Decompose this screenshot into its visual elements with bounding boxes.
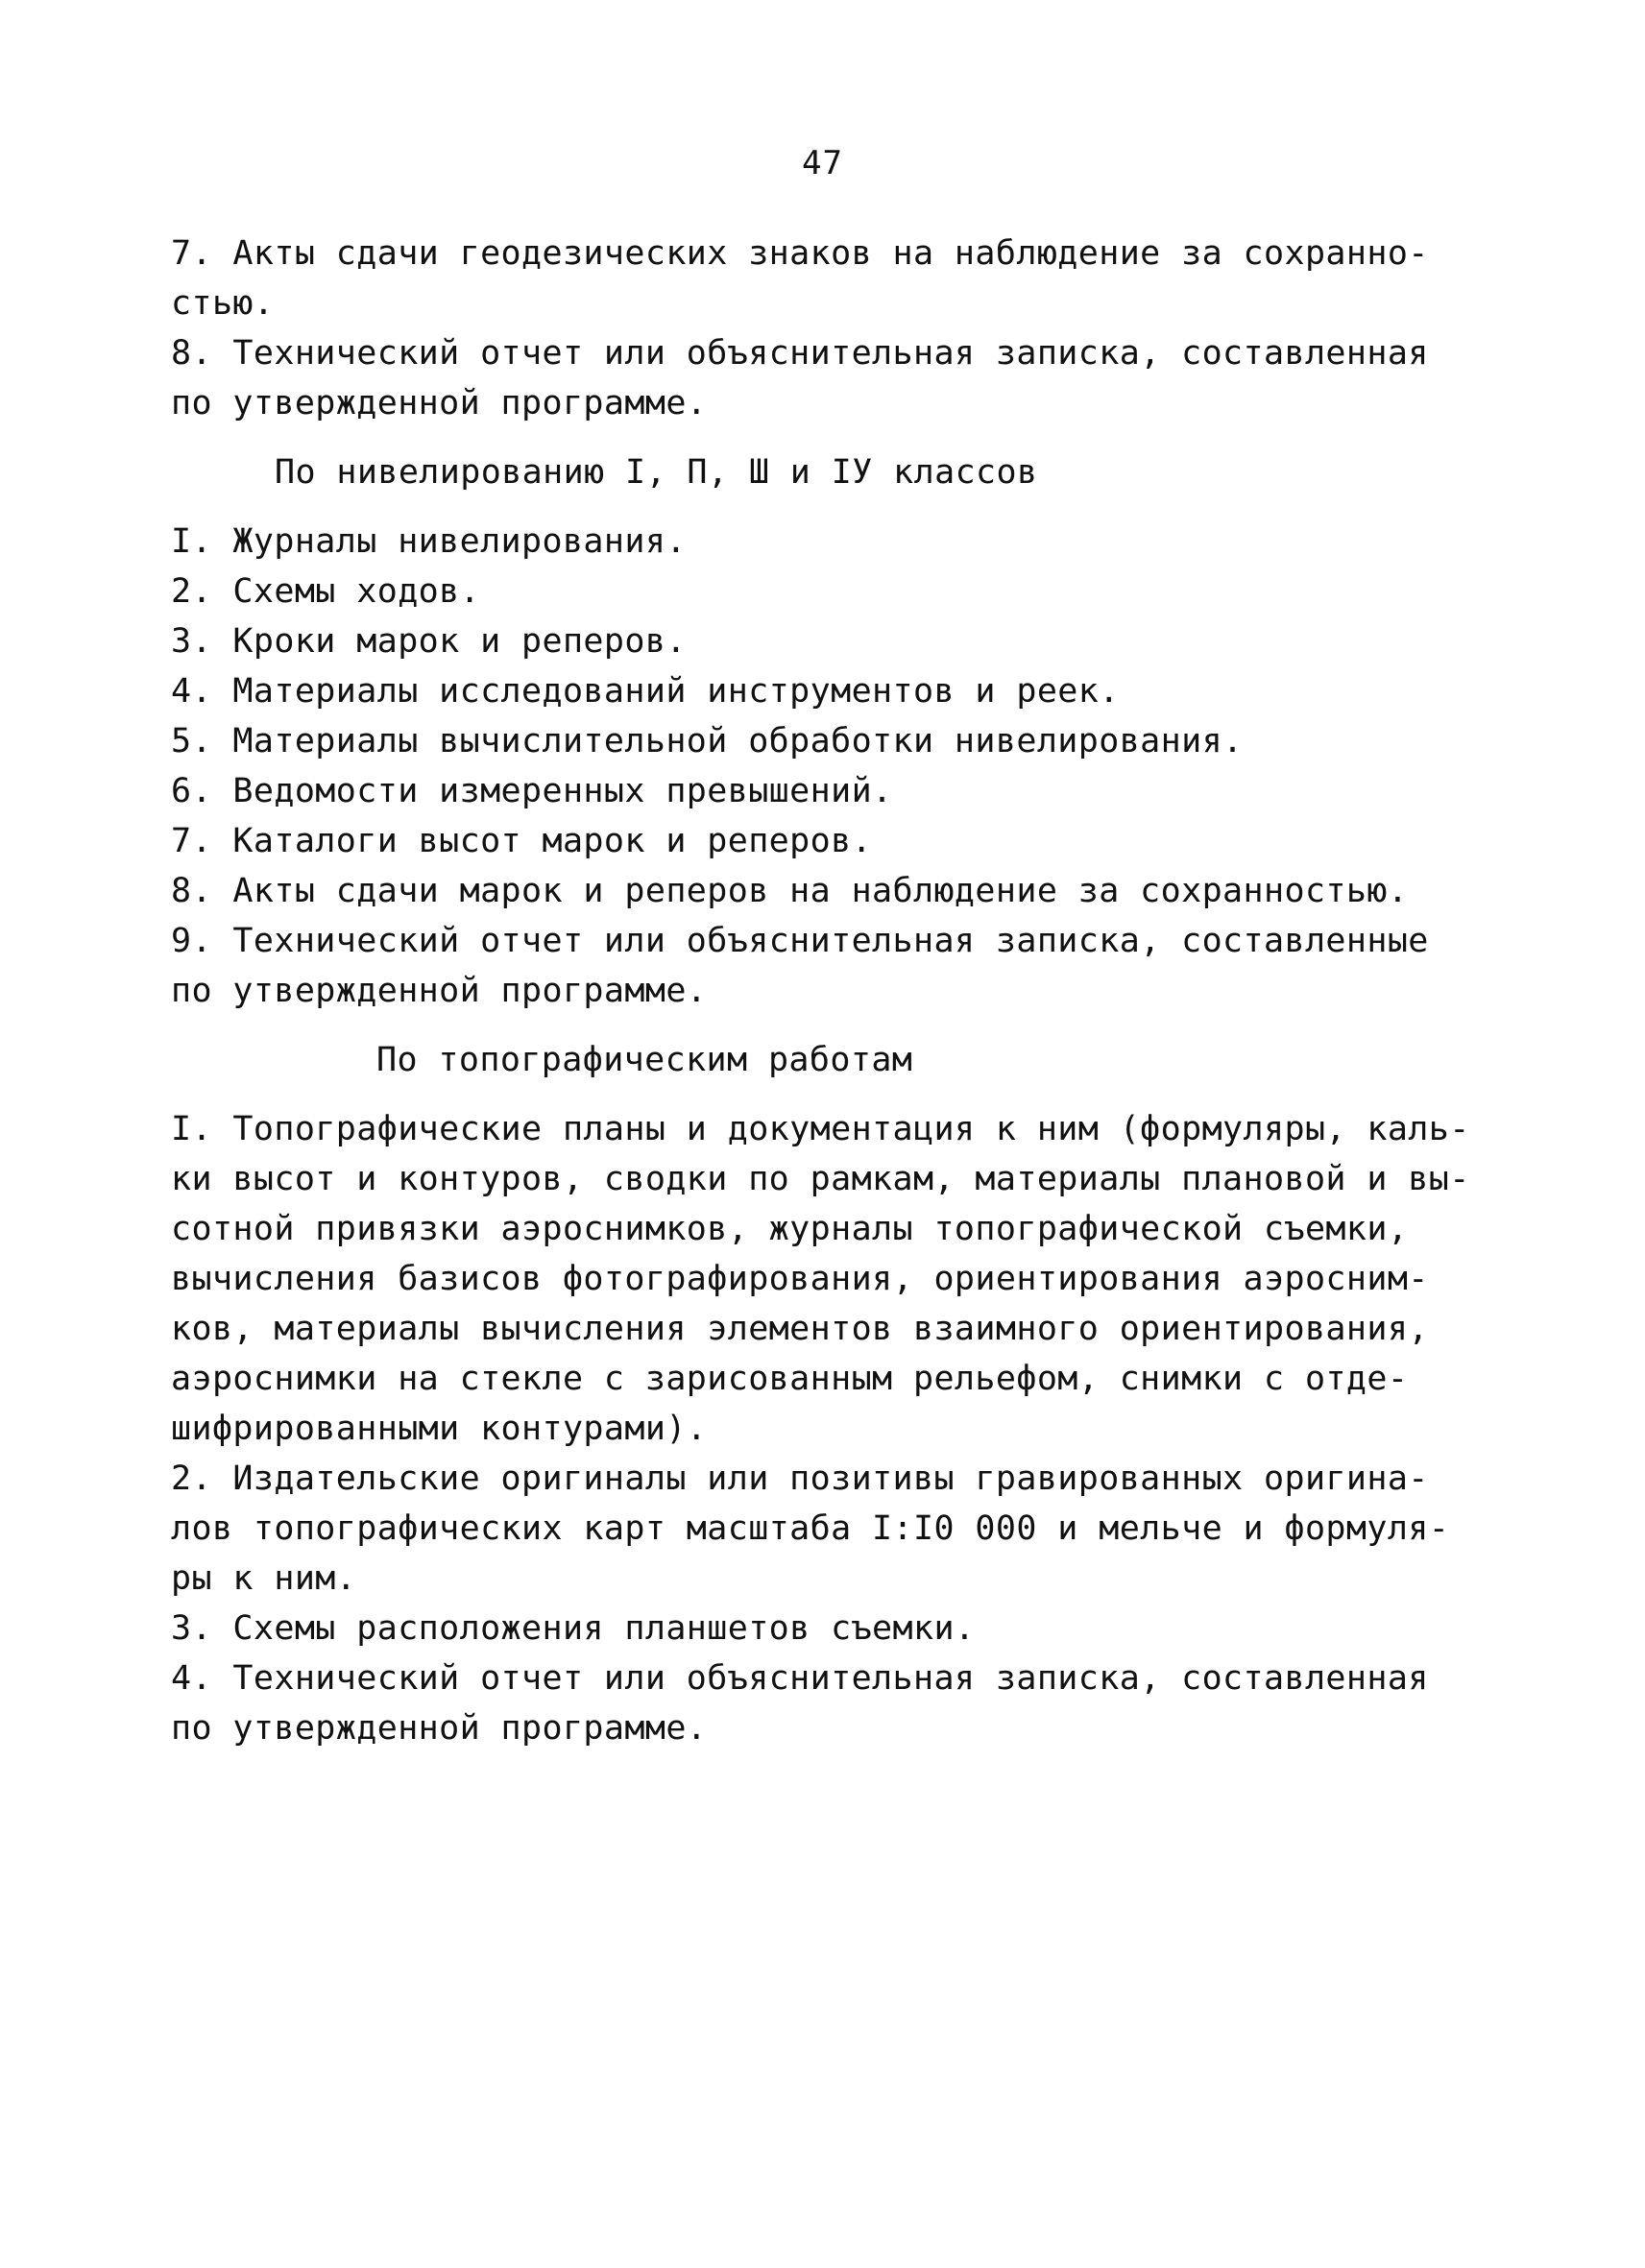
list-item: 9. Технический отчет или объяснительная записка, составленные bbox=[171, 922, 1429, 960]
list-item: по утвержденной программе. bbox=[171, 972, 708, 1010]
section-heading-topography: По топографическим работам bbox=[376, 1041, 913, 1079]
list-item: 3. Кроки марок и реперов. bbox=[171, 622, 687, 661]
page-content bbox=[171, 229, 1496, 1753]
list-item: по утвержденной программе. bbox=[171, 1709, 708, 1748]
paragraph-block-1 bbox=[171, 229, 1496, 428]
page-number: 47 bbox=[802, 144, 843, 182]
list-item: 7. Каталоги высот марок и реперов. bbox=[171, 822, 873, 860]
section-heading-leveling: По нивелированию I, П, Ш и IУ классов bbox=[275, 453, 1038, 492]
list-item: 4. Материалы исследований инструментов и реек. bbox=[171, 672, 1120, 711]
text-line: стью. bbox=[171, 284, 275, 323]
list-item: 5. Материалы вычислительной обработки нивелирования. bbox=[171, 722, 1244, 760]
list-item: лов топографических карт масштаба I:I0 000 и мельче и формуля- bbox=[171, 1509, 1450, 1548]
text-line: 8. Технический отчет или объяснительная записка, составленная bbox=[171, 334, 1429, 373]
list-item: I. Топографические планы и документация к ним (формуляры, каль- bbox=[171, 1110, 1470, 1148]
paragraph-block-3 bbox=[171, 1104, 1496, 1753]
list-item: ры к ним. bbox=[171, 1559, 357, 1598]
paragraph-block-2 bbox=[171, 517, 1496, 1016]
list-item: аэроснимки на стекле с зарисованным рельефом, снимки с отде- bbox=[171, 1360, 1409, 1398]
list-item: шифрированными контурами). bbox=[171, 1410, 708, 1448]
list-item: ков, материалы вычисления элементов взаимного ориентирования, bbox=[171, 1310, 1429, 1348]
text-line: по утвержденной программе. bbox=[171, 384, 708, 422]
list-item: 3. Схемы расположения планшетов съемки. bbox=[171, 1609, 976, 1648]
list-item: вычисления базисов фотографирования, ориентирования аэросним- bbox=[171, 1260, 1429, 1298]
list-item: 4. Технический отчет или объяснительная записка, составленная bbox=[171, 1659, 1429, 1698]
list-item: сотной привязки аэроснимков, журналы топографической съемки, bbox=[171, 1210, 1409, 1248]
list-item: 2. Издательские оригиналы или позитивы гравированных оригина- bbox=[171, 1460, 1429, 1498]
list-item: ки высот и контуров, сводки по рамкам, материалы плановой и вы- bbox=[171, 1160, 1470, 1198]
list-item: I. Журналы нивелирования. bbox=[171, 522, 687, 561]
list-item: 6. Ведомости измеренных превышений. bbox=[171, 772, 893, 810]
list-item: 8. Акты сдачи марок и реперов на наблюдение за сохранностью. bbox=[171, 872, 1409, 910]
list-item: 2. Схемы ходов. bbox=[171, 572, 481, 611]
text-line: 7. Акты сдачи геодезических знаков на наблюдение за сохранно- bbox=[171, 234, 1429, 273]
